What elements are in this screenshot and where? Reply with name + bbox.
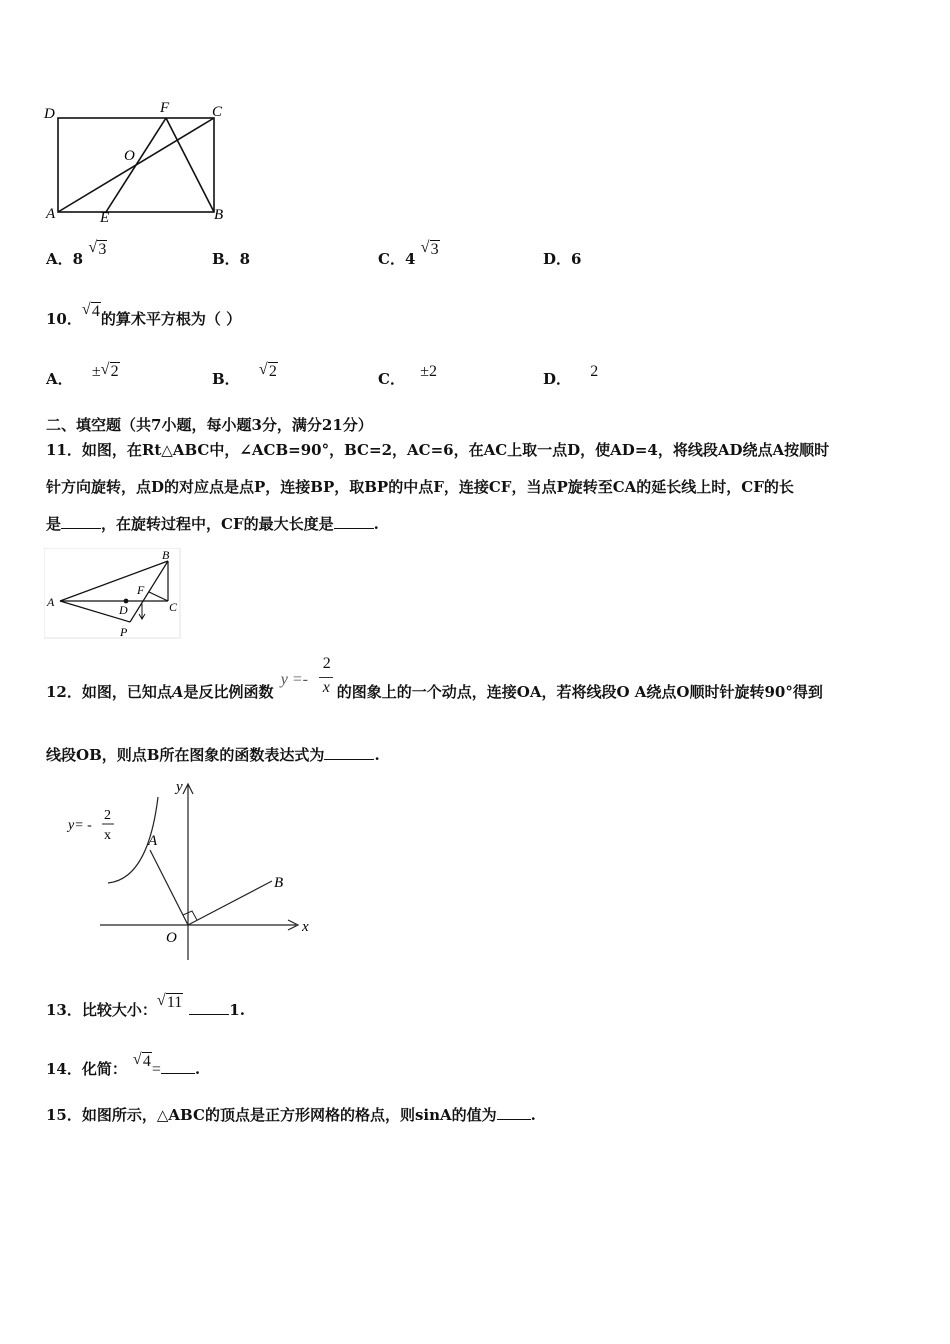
- label-e: E: [100, 210, 110, 226]
- q12-line1: 12．如图，已知点A是反比例函数 y =- 2 x 的图象上的一个动点，连接OA，若将线段O A绕点O顺时针旋转90°得到: [46, 655, 823, 701]
- section-heading: 二、填空题（共7小题，每小题3分，满分21分）: [46, 416, 373, 434]
- sqrt: √ 4: [132, 1051, 151, 1070]
- segment-bp: [130, 561, 168, 622]
- q14-line: 14．化简： √ 4= .: [46, 1051, 201, 1078]
- func-label: y= -: [68, 818, 92, 833]
- q11-line1: 11．如图，在Rt△ABC中，∠ACB=90°，BC=2，AC=6，在AC上取一点D，使AD=4，将线段AD绕点A按顺时: [46, 441, 830, 459]
- label-b: B: [214, 207, 224, 223]
- inverse-function-formula: y =- 2 x: [280, 655, 331, 696]
- sqrt: √ 3: [88, 239, 107, 258]
- label-c: C: [169, 600, 178, 614]
- label-c: C: [212, 104, 223, 120]
- graph-figure: [60, 775, 330, 970]
- q10-option-a[interactable]: A． ± √ 2: [46, 361, 119, 388]
- label-f: F: [137, 583, 145, 597]
- segment-ef: [106, 118, 166, 212]
- segment-cf: [149, 592, 168, 601]
- label-x: x: [302, 919, 309, 935]
- segment-oa: [150, 850, 188, 925]
- label-a: A: [148, 833, 158, 849]
- label-a: A: [46, 206, 56, 222]
- q15-line: 15．如图所示，△ABC的顶点是正方形网格的格点，则sinA的值为 .: [46, 1106, 536, 1124]
- sqrt: √ 2: [100, 361, 119, 380]
- q10-option-b[interactable]: B． √ 2: [212, 361, 277, 388]
- label-f: F: [160, 100, 170, 116]
- label-b: B: [274, 875, 284, 891]
- label-o: O: [166, 930, 177, 946]
- sqrt: √ 4: [81, 301, 100, 320]
- q9-option-b[interactable]: B．8: [212, 250, 251, 268]
- label-y: y: [176, 779, 183, 795]
- answer-blank[interactable]: [189, 1014, 229, 1015]
- answer-blank[interactable]: [61, 528, 101, 529]
- answer-blank[interactable]: [334, 528, 374, 529]
- q11-line2: 针方向旋转，点D的对应点是点P，连接BP，取BP的中点F，连接CF，当点P旋转至CA的延长线上时，CF的长: [46, 478, 794, 496]
- sqrt: √ 2: [258, 361, 277, 380]
- sqrt: √ 3: [420, 239, 439, 258]
- triangle-figure: [44, 548, 184, 640]
- q9-option-c[interactable]: C．4 √ 3: [378, 239, 439, 268]
- label-o: O: [124, 148, 135, 164]
- func-den: x: [104, 828, 111, 843]
- q9-option-a[interactable]: A．8 √ 3: [46, 239, 107, 268]
- sqrt: √ 11: [156, 992, 183, 1011]
- rectangle-figure: [40, 98, 240, 226]
- q9-option-d[interactable]: D．6: [543, 250, 582, 268]
- answer-blank[interactable]: [161, 1073, 195, 1074]
- label-a: A: [47, 595, 55, 609]
- q10-stem: 10． √ 4的算术平方根为（ ）: [46, 301, 242, 328]
- label-d: D: [119, 603, 128, 617]
- q10-option-c[interactable]: C． ±2: [378, 363, 437, 388]
- q12-line2: 线段OB，则点B所在图象的函数表达式为 .: [46, 746, 380, 764]
- segment-ob: [188, 881, 272, 925]
- q11-line3: 是 ，在旋转过程中，CF的最大长度是 .: [46, 515, 379, 533]
- label-d: D: [44, 106, 55, 122]
- label-b: B: [162, 548, 170, 562]
- func-num: 2: [104, 808, 111, 823]
- answer-blank[interactable]: [324, 759, 374, 760]
- q13-line: 13．比较大小： √ 11 1.: [46, 992, 245, 1019]
- answer-blank[interactable]: [497, 1119, 531, 1120]
- label-p: P: [120, 625, 128, 639]
- q10-option-d[interactable]: D． 2: [543, 363, 599, 388]
- segment-ab: [60, 561, 168, 601]
